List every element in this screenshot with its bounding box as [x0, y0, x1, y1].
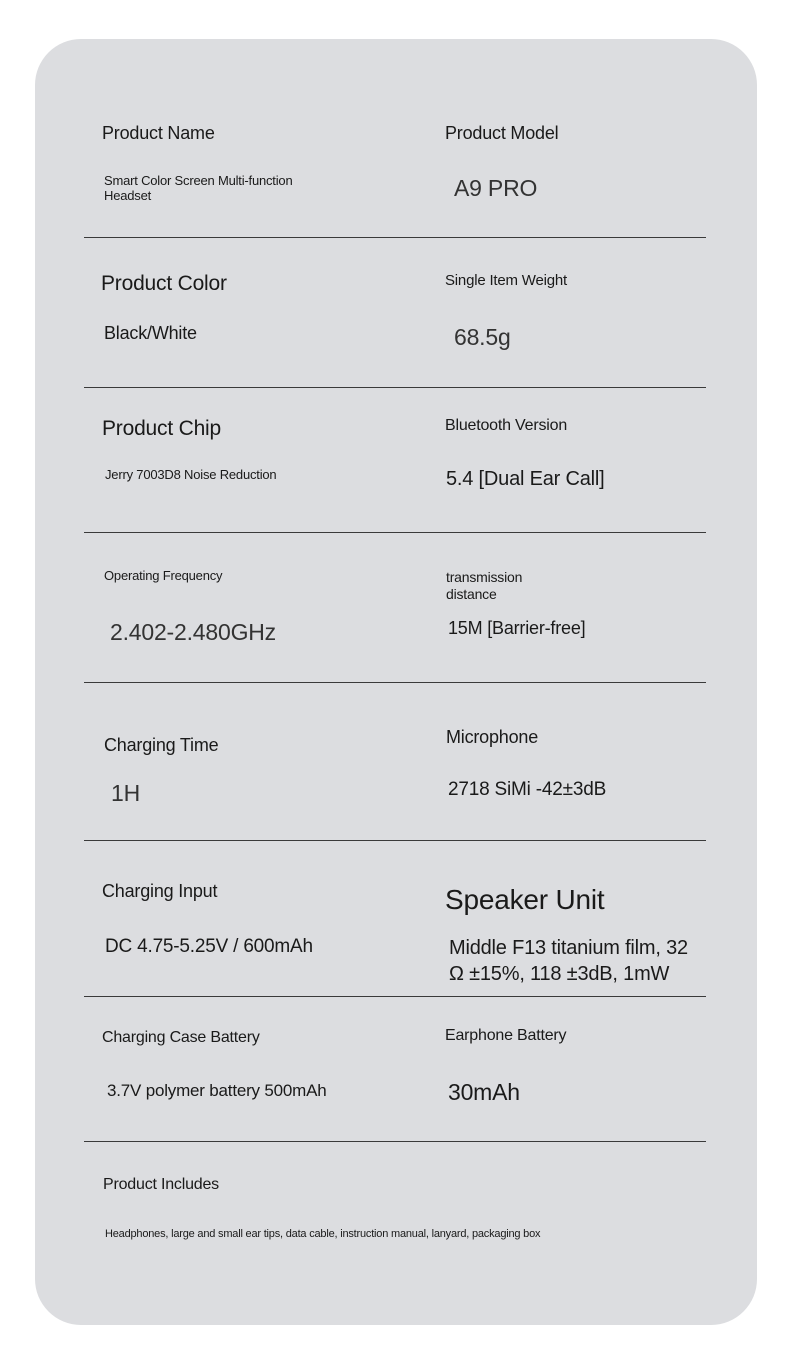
product-name-label: Product Name	[102, 123, 215, 143]
product-color-value: Black/White	[104, 323, 197, 343]
speaker-unit-value-line2: Ω ±15%, 118 ±3dB, 1mW	[449, 963, 670, 985]
transmission-distance-label-line2: distance	[446, 586, 497, 602]
charging-case-battery-label: Charging Case Battery	[102, 1029, 260, 1046]
speaker-unit-label: Speaker Unit	[445, 884, 605, 915]
product-includes-value: Headphones, large and small ear tips, data cable, instruction manual, lanyard, packaging box	[105, 1228, 541, 1240]
operating-frequency-value: 2.402-2.480GHz	[110, 619, 276, 645]
product-name-value	[104, 173, 292, 203]
transmission-distance-label	[446, 569, 522, 603]
charging-input-label: Charging Input	[102, 881, 218, 901]
single-item-weight-label: Single Item Weight	[445, 272, 568, 289]
microphone-value: 2718 SiMi -42±3dB	[448, 779, 607, 800]
charging-time-label: Charging Time	[104, 735, 219, 755]
divider	[84, 1141, 706, 1142]
product-color-label: Product Color	[101, 272, 227, 295]
speaker-unit-value-line1: Middle F13 titanium film, 32	[449, 937, 688, 959]
earphone-battery-value: 30mAh	[448, 1079, 520, 1105]
product-model-value: A9 PRO	[454, 175, 538, 201]
divider	[84, 996, 706, 997]
product-chip-value: Jerry 7003D8 Noise Reduction	[105, 467, 277, 482]
divider	[84, 387, 706, 388]
earphone-battery-label: Earphone Battery	[445, 1027, 567, 1044]
divider	[84, 840, 706, 841]
operating-frequency-label: Operating Frequency	[104, 568, 223, 583]
speaker-unit-value	[449, 935, 688, 987]
product-name-value-line1: Smart Color Screen Multi-function	[104, 173, 293, 188]
divider	[84, 682, 706, 683]
product-chip-label: Product Chip	[102, 417, 221, 440]
transmission-distance-label-line1: transmission	[446, 569, 523, 585]
charging-case-battery-value: 3.7V polymer battery 500mAh	[107, 1081, 327, 1100]
charging-time-value: 1H	[111, 780, 141, 806]
charging-input-value: DC 4.75-5.25V / 600mAh	[105, 936, 313, 957]
product-includes-label: Product Includes	[103, 1176, 219, 1193]
divider	[84, 237, 706, 238]
transmission-distance-value: 15M [Barrier-free]	[448, 618, 586, 638]
bluetooth-version-value: 5.4 [Dual Ear Call]	[446, 468, 605, 490]
bluetooth-version-label: Bluetooth Version	[445, 417, 568, 434]
single-item-weight-value: 68.5g	[454, 324, 511, 350]
product-model-label: Product Model	[445, 123, 559, 143]
divider	[84, 532, 706, 533]
product-name-value-line2: Headset	[104, 188, 152, 203]
microphone-label: Microphone	[446, 727, 539, 747]
